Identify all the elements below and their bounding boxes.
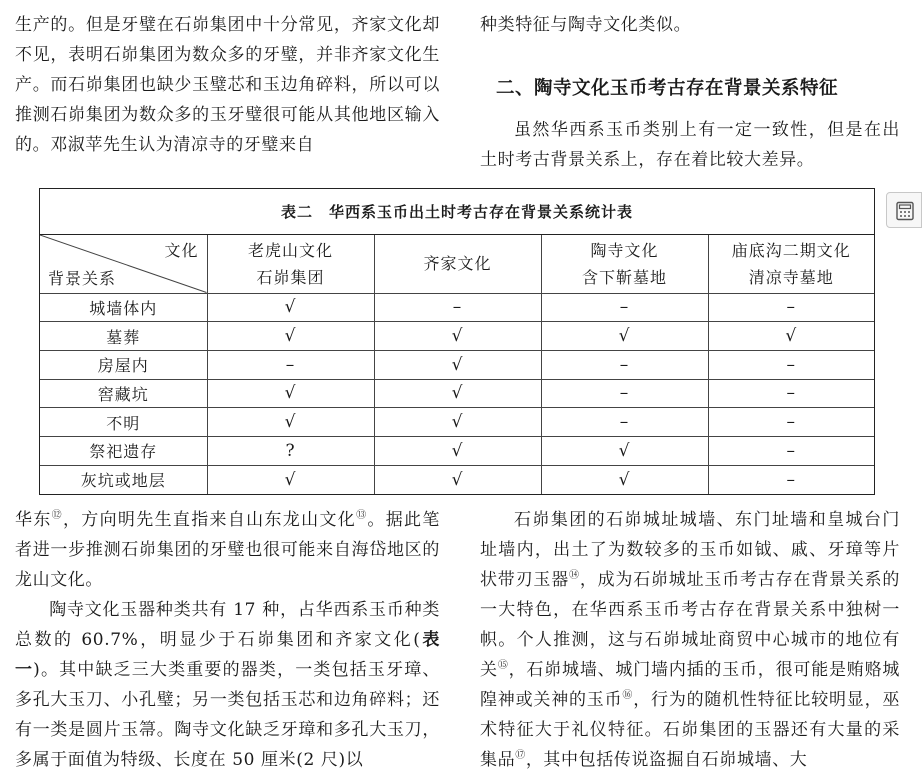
table-cell: √ bbox=[374, 437, 541, 466]
table-corner-cell bbox=[40, 235, 207, 293]
body-text-right-top: 种类特征与陶寺文化类似。 bbox=[480, 15, 692, 35]
body-text-right-intro: 虽然华西系玉币类别上有一定一致性，但是在出土时考古背景关系上，存在着比较大差异。 bbox=[480, 120, 900, 170]
table-cell: – bbox=[541, 408, 708, 437]
table-cell: – bbox=[207, 350, 374, 379]
table-row bbox=[40, 322, 874, 351]
table-cell: √ bbox=[207, 408, 374, 437]
table-row bbox=[40, 293, 874, 322]
table-row bbox=[40, 437, 874, 466]
table-cell: √ bbox=[374, 322, 541, 351]
footnote-ref: ⑯ bbox=[622, 690, 634, 701]
table-cell: √ bbox=[207, 293, 374, 322]
row-label: 房屋内 bbox=[40, 350, 207, 379]
table-cell: – bbox=[374, 293, 541, 322]
table-cell: – bbox=[708, 293, 874, 322]
row-label: 墓葬 bbox=[40, 322, 207, 351]
footnote-ref: ⑮ bbox=[497, 660, 509, 671]
corner-label-culture: 文化 bbox=[164, 241, 199, 260]
section-heading: 二、陶寺文化玉币考古存在背景关系特征 bbox=[496, 78, 839, 99]
body-text-right-bottom: 石峁集团的石峁城址城墙、东门址墙和皇城台门址墙内，出土了为数较多的玉币如钺、戚、牙璋等片状带刃玉器⑭，成为石峁城址玉币考古存在背景关系的一大特色，在华西系玉币考古存在背景关系中独树一帜。个人推测，这与石峁城址商贸中心城市的地位有关⑮，石峁城墙、城门墙内插的玉币，很可能是贿赂城隍神或关神的玉币⑯，行为的随机性特征比较明显，巫术特征大于礼仪特征。石峁集团的玉器还有大量的采集品⑰，其中包括传说盗掘自石峁城墙、大 bbox=[480, 510, 901, 770]
table-cell: √ bbox=[374, 379, 541, 408]
table-cell: – bbox=[541, 293, 708, 322]
calculator-button[interactable] bbox=[886, 192, 922, 228]
row-label: 不明 bbox=[40, 408, 207, 437]
table-cell: √ bbox=[207, 379, 374, 408]
column-header: 老虎山文化 石峁集团 bbox=[207, 235, 374, 293]
row-label: 灰坑或地层 bbox=[40, 465, 207, 494]
table-row bbox=[40, 350, 874, 379]
table-cell: √ bbox=[374, 408, 541, 437]
table-cell: √ bbox=[541, 437, 708, 466]
table-row bbox=[40, 408, 874, 437]
table-header-row bbox=[40, 235, 874, 293]
table-title: 表二 华西系玉币出土时考古存在背景关系统计表 bbox=[40, 189, 874, 235]
table-cell: – bbox=[541, 379, 708, 408]
column-header: 庙底沟二期文化 清凉寺墓地 bbox=[708, 235, 874, 293]
body-text-left-top: 生产的。但是牙璧在石峁集团中十分常见，齐家文化却不见，表明石峁集团为数众多的牙璧，并非齐家文化生产。而石峁集团也缺少玉璧芯和玉边角碎料，所以可以推测石峁集团为数众多的玉牙璧很可能从其他地区输入的。邓淑苹先生认为清凉寺的牙璧来自 bbox=[15, 15, 440, 155]
table-cell: √ bbox=[541, 465, 708, 494]
row-label: 城墙体内 bbox=[40, 293, 207, 322]
stats-table bbox=[40, 235, 874, 494]
table-cell: – bbox=[708, 350, 874, 379]
table-cell: √ bbox=[708, 322, 874, 351]
footnote-ref: ⑰ bbox=[515, 750, 526, 761]
table-cell: √ bbox=[207, 322, 374, 351]
table-cell: √ bbox=[374, 350, 541, 379]
table-cell: – bbox=[708, 465, 874, 494]
row-label: 窖藏坑 bbox=[40, 379, 207, 408]
table-cell: √ bbox=[541, 322, 708, 351]
table-row bbox=[40, 465, 874, 494]
table-cell: ? bbox=[207, 437, 374, 466]
corner-label-context: 背景关系 bbox=[48, 268, 117, 288]
table-cell: – bbox=[541, 350, 708, 379]
table-reference: 表一 bbox=[15, 630, 440, 680]
table-cell: – bbox=[708, 437, 874, 466]
table-cell: √ bbox=[207, 465, 374, 494]
calculator-icon bbox=[895, 201, 915, 221]
table-cell: √ bbox=[374, 465, 541, 494]
table-cell: – bbox=[708, 408, 874, 437]
table-row bbox=[40, 379, 874, 408]
row-label: 祭祀遗存 bbox=[40, 437, 207, 466]
column-header: 陶寺文化 含下靳墓地 bbox=[541, 235, 708, 293]
table-cell: – bbox=[708, 379, 874, 408]
footnote-ref: ⑬ bbox=[356, 510, 368, 521]
body-text-left-bottom: 华东⑫，方向明先生直指来自山东龙山文化⑬。据此笔者进一步推测石峁集团的牙璧也很可能来自海岱地区的龙山文化。 陶寺文化玉器种类共有 17 种，占华西系玉币种类总数的 60.7%，明显少于石峁集团和齐家文化(表一)。其中缺乏三大类重要的器类，一类包括玉牙璋、多孔大玉刀、小孔璧；另一类包括玉芯和边角碎料；还有一类是圆片玉箒。陶寺文化缺乏牙璋和多孔大玉刀，多属于面值为特级、长度在 50 厘米(2 尺)以 bbox=[15, 510, 440, 770]
footnote-ref: ⑫ bbox=[51, 510, 63, 521]
column-header: 齐家文化 bbox=[374, 235, 541, 293]
stats-table-box bbox=[39, 188, 875, 495]
footnote-ref: ⑭ bbox=[569, 570, 580, 581]
